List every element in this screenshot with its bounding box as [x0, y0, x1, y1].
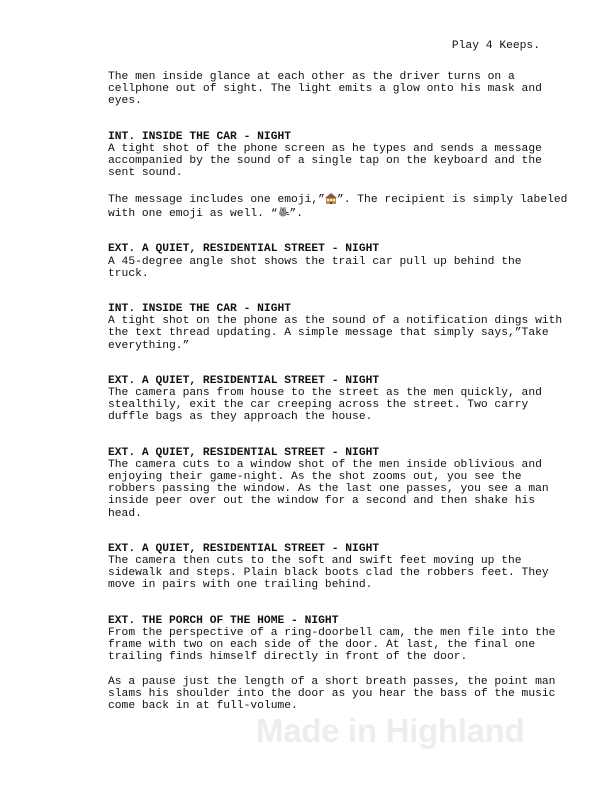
scene-heading: EXT. A QUIET, RESIDENTIAL STREET - NIGHT — [108, 446, 380, 459]
scene-block — [108, 615, 568, 713]
action-paragraph — [108, 71, 568, 108]
action-text: As a pause just the length of a short breath passes, the point man slams his shoulder into the door as you hear the bass of the music come back in at full-volume. — [108, 675, 556, 713]
scene-block — [108, 543, 568, 592]
raccoon-emoji-icon — [277, 206, 289, 218]
action-text: A 45-degree angle shot shows the trail car pull up behind the truck. — [108, 255, 522, 280]
scene-block — [108, 131, 568, 221]
scene-heading: EXT. A QUIET, RESIDENTIAL STREET - NIGHT — [108, 542, 380, 555]
scene-heading: EXT. THE PORCH OF THE HOME - NIGHT — [108, 614, 339, 627]
action-text: The camera cuts to a window shot of the men inside oblivious and enjoying their game-night. As the shot zooms out, you see the robbers passing the window. As the last one passes, you see a man inside peer over out the window for a second and then shake his head. — [108, 458, 549, 520]
action-text: The men inside glance at each other as the driver turns on a cellphone out of sight. The light emits a glow onto his mask and eyes. — [108, 71, 542, 108]
scene-heading: INT. INSIDE THE CAR - NIGHT — [108, 302, 292, 315]
scene-block — [108, 447, 568, 520]
scene-heading: EXT. A QUIET, RESIDENTIAL STREET - NIGHT — [108, 243, 380, 256]
action-text: A tight shot on the phone as the sound of a notification dings with the text thread updating. A simple message that simply says,”Take everything.” — [108, 315, 563, 352]
house-emoji-icon — [325, 192, 337, 204]
emoji-line-text: The message includes one emoji,” — [108, 193, 325, 206]
watermark: Made in Highland — [256, 712, 525, 749]
emoji-line-text: ”. The recipient is simply labeled with one emoji as well. “ — [108, 193, 568, 221]
scene-block — [108, 243, 568, 280]
scene-block — [108, 375, 568, 424]
scene-heading: INT. INSIDE THE CAR - NIGHT — [108, 130, 292, 143]
action-text: A tight shot of the phone screen as he types and sends a message accompanied by the sound of a single tap on the keyboard and the sent sound. — [108, 142, 542, 180]
emoji-line — [108, 192, 568, 220]
emoji-line-text: ”. — [289, 208, 304, 221]
scene-block — [108, 303, 568, 352]
action-text: The camera then cuts to the soft and swift feet moving up the sidewalk and steps. Plain black boots clad the robbers feet. They move in pairs with one trailing behind. — [108, 554, 549, 592]
screenplay-body — [108, 71, 568, 726]
action-text: The camera pans from house to the street as the men quickly, and stealthily, exit the car creeping across the street. Two carry duffle bags as they approach the house. — [108, 386, 542, 424]
page-header: Play 4 Keeps. — [451, 40, 540, 52]
action-text: From the perspective of a ring-doorbell cam, the men file into the frame with two on each side of the door. At last, the final one trailing finds himself directly in front of the door. — [108, 626, 556, 664]
scene-heading: EXT. A QUIET, RESIDENTIAL STREET - NIGHT — [108, 374, 380, 387]
